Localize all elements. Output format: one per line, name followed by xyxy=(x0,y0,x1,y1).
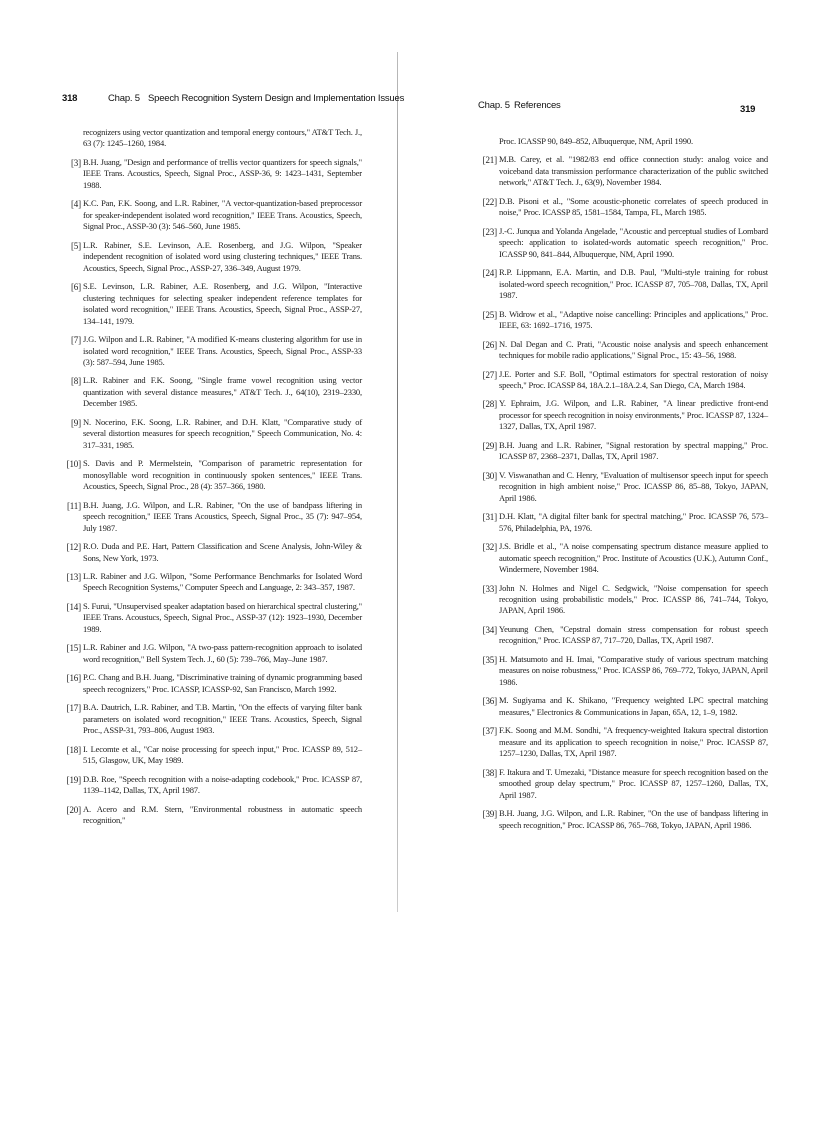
reference-text: P.C. Chang and B.H. Juang, "Discriminative training of dynamic programming based speech recognizers," Proc. ICASSP, ICASSP-92, San Francisco, March 1992. xyxy=(83,672,362,694)
reference-number: [15] xyxy=(66,643,81,654)
reference-text: A. Acero and R.M. Stern, "Environmental robustness in automatic speech recognition," xyxy=(83,803,362,825)
reference-number: [39] xyxy=(482,809,497,820)
reference-text: B. Widrow et al., "Adaptive noise cancelling: Principles and applications," Proc. IEEE, 63: 1692–1716, 1975. xyxy=(499,308,768,331)
reference-number: [31] xyxy=(482,512,497,523)
reference-number: [22] xyxy=(482,196,497,207)
reference-number: [36] xyxy=(482,696,497,707)
left-running-title: Speech Recognition System Design and Implementation Issues xyxy=(148,93,405,104)
reference-entry xyxy=(478,226,768,260)
reference-entry xyxy=(62,642,362,665)
reference-number: [17] xyxy=(66,703,81,714)
reference-text: J.E. Porter and S.F. Boll, "Optimal estimators for spectral restoration of noisy speech," Proc. ICASSP 84, 18A.2.1–18A.2.4, San Diego, CA, March 1984. xyxy=(499,368,768,390)
reference-entry xyxy=(62,744,362,767)
reference-entry xyxy=(62,601,362,635)
right-chapter-label: Chap. 5 xyxy=(478,100,510,111)
left-chapter-label: Chap. 5 xyxy=(108,93,140,104)
reference-entry xyxy=(478,398,768,432)
reference-text: N. Nocerino, F.K. Soong, L.R. Rabiner, and D.H. Klatt, "Comparative study of several distortion measures for speech recognition," Speech Communication, No. 4: 317–331, 1985. xyxy=(83,416,362,450)
reference-number: [26] xyxy=(482,339,497,350)
reference-entry xyxy=(478,808,768,831)
left-reference-list xyxy=(62,127,362,833)
reference-number: [34] xyxy=(482,624,497,635)
reference-text: M. Sugiyama and K. Shikano, "Frequency weighted LPC spectral matching measures," Electronics & Communications in Japan, 65A, 12, 1–9, 1982. xyxy=(499,695,768,717)
reference-text: S. Furui, "Unsupervised speaker adaptation based on hierarchical spectral clustering," IEEE Trans. Acoustucs, Speech, Signal Proc., ASSP-37 (12): 1923–1930, December 1989. xyxy=(83,600,362,634)
reference-text: J.S. Bridle et al., "A noise compensating spectrum distance measure applied to automatic speech recognition," Proc. Institute of Acoustics (U.K.), Autumn Conf., Windermere, November 1984. xyxy=(499,541,768,575)
reference-text: M.B. Carey, et al. "1982/83 end office connection study: analog voice and voiceband data transmission performance characterization of the public switched network," AT&T Tech. J., 63(9), November 1984. xyxy=(499,154,768,188)
reference-entry xyxy=(62,334,362,368)
reference-number: [11] xyxy=(66,500,81,511)
reference-number: [18] xyxy=(66,744,81,755)
reference-number: [27] xyxy=(482,369,497,380)
reference-text: B.H. Juang and L.R. Rabiner, "Signal restoration by spectral mapping," Proc. ICASSP 87, 2368–2371, Dallas, TX, April 1987. xyxy=(499,439,768,462)
reference-text: N. Dal Degan and C. Prati, "Acoustic noise analysis and speech enhancement techniques for mobile radio applications," Signal Proc., 15: 43–56, 1988. xyxy=(499,338,768,361)
reference-entry xyxy=(62,157,362,191)
reference-entry xyxy=(478,624,768,647)
reference-number: [6] xyxy=(70,282,81,293)
reference-number: [37] xyxy=(482,726,497,737)
reference-number: [16] xyxy=(66,673,81,684)
reference-entry xyxy=(62,804,362,827)
reference-entry xyxy=(478,339,768,362)
reference-continuation: recognizers using vector quantization and temporal energy contours," AT&T Tech. J., 63 (7): 1245–1260, 1984. xyxy=(83,127,362,149)
reference-text: John N. Holmes and Nigel C. Sedgwick, "Noise compensation for speech recognition using probabilistic models," Proc. ICASSP 86, 741–744, Tokyo, JAPAN, April 1986. xyxy=(499,582,768,616)
reference-text: V. Viswanathan and C. Henry, "Evaluation of multisensor speech input for speech recognition in high ambient noise," Proc. ICASSP 86, 85–88, Tokyo, JAPAN, April 1986. xyxy=(499,469,768,503)
reference-continuation: Proc. ICASSP 90, 849–852, Albuquerque, NM, April 1990. xyxy=(499,136,693,146)
reference-text: H. Matsumoto and H. Imai, "Comparative study of various spectrum matching measures on noise robustness," Proc. ICASSP 86, 769–772, Tokyo, JAPAN, April 1986. xyxy=(499,653,768,687)
reference-entry xyxy=(62,541,362,564)
reference-text: D.B. Pisoni et al., "Some acoustic-phonetic correlates of speech produced in noise," Proc. ICASSP 85, 1581–1584, Tampa, FL, March 1985. xyxy=(499,195,768,218)
reference-number: [14] xyxy=(66,601,81,612)
page-gutter xyxy=(397,52,398,912)
reference-entry xyxy=(478,440,768,463)
reference-text: L.R. Rabiner and J.G. Wilpon, "Some Performance Benchmarks for Isolated Word Speech Recognition Systems," Computer Speech and Language, 2: 343–357, 1987. xyxy=(83,571,362,593)
reference-number: [3] xyxy=(70,157,81,168)
reference-text: K.C. Pan, F.K. Soong, and L.R. Rabiner, "A vector-quantization-based preprocessor for speaker-independent isolated word recognition," IEEE Trans. Acoustics, Speech, Signal Proc., ASSP-30 (3): 546–560, June 1985. xyxy=(83,198,362,232)
reference-number: [24] xyxy=(482,268,497,279)
reference-number: [12] xyxy=(66,542,81,553)
reference-entry xyxy=(62,417,362,451)
reference-entry xyxy=(62,702,362,736)
reference-entry xyxy=(478,196,768,219)
reference-number: [10] xyxy=(66,459,81,470)
right-running-title: References xyxy=(514,100,561,111)
reference-entry xyxy=(478,583,768,617)
reference-entry xyxy=(62,672,362,695)
reference-text: L.R. Rabiner and F.K. Soong, "Single frame vowel recognition using vector quantization with several distance measures," AT&T Tech. J., 64(10), 2319–2330, December 1985. xyxy=(83,375,362,409)
reference-text: J.-C. Junqua and Yolanda Angelade, "Acoustic and perceptual studies of Lombard speech: application to isolated-words automatic speech recognition," Proc. ICASSP 90, 841–844, Albuquerque, NM, April 1990. xyxy=(499,225,768,259)
reference-text: B.H. Juang, "Design and performance of trellis vector quantizers for speech signals," IEEE Trans. Acoustics, Speech, Signal Proc., ASSP-36, 9: 1423–1431, September 1988. xyxy=(83,156,362,190)
reference-text: S.E. Levinson, L.R. Rabiner, A.E. Rosenberg, and J.G. Wilpon, "Interactive clustering techniques for selecting speaker independent reference templates for isolated word recognition," IEEE Trans. Acoustics, Speech, Signal Proc., ASSP-27, 134–141, 1979. xyxy=(83,281,362,326)
reference-number: [28] xyxy=(482,399,497,410)
reference-entry xyxy=(62,774,362,797)
reference-entry xyxy=(62,458,362,492)
reference-text: Y. Ephraim, J.G. Wilpon, and L.R. Rabiner, "A linear predictive front-end processor for speech recognition in noisy environments," Proc. ICASSP 87, 1324–1327, Dallas, TX, April 1987. xyxy=(499,398,768,432)
reference-text: D.H. Klatt, "A digital filter bank for spectral matching," Proc. ICASSP 76, 573–576, Philadelphia, PA, 1976. xyxy=(499,511,768,533)
reference-number: [19] xyxy=(66,774,81,785)
reference-number: [38] xyxy=(482,767,497,778)
reference-entry xyxy=(62,571,362,594)
reference-number: [25] xyxy=(482,309,497,320)
reference-entry xyxy=(478,369,768,392)
reference-number: [35] xyxy=(482,654,497,665)
reference-text: S. Davis and P. Mermelstein, "Comparison of parametric representation for monosyllable word recognition in continuously spoken sentences," IEEE Trans. Acoustics, Speech, Signal Proc., 28 (4): 357–366, 1980. xyxy=(83,458,362,492)
reference-number: [30] xyxy=(482,470,497,481)
reference-text: R.O. Duda and P.E. Hart, Pattern Classification and Scene Analysis, John-Wiley & Sons, New York, 1973. xyxy=(83,541,362,563)
right-page-number: 319 xyxy=(740,104,756,115)
reference-number: [32] xyxy=(482,542,497,553)
reference-text: F. Itakura and T. Umezaki, "Distance measure for speech recognition based on the smoothed group delay spectrum," Proc. ICASSP 87, 1257–1260, Dallas, TX, April 1987. xyxy=(499,766,768,800)
left-page-number: 318 xyxy=(62,93,78,104)
reference-text: R.P. Lippmann, E.A. Martin, and D.B. Paul, "Multi-style training for robust isolated-word speech recognition," Proc. ICASSP 87, 705–708, Dallas, TX, April 1987. xyxy=(499,267,768,301)
reference-entry xyxy=(62,281,362,327)
reference-number: [13] xyxy=(66,572,81,582)
reference-text: B.H. Juang, J.G. Wilpon, and L.R. Rabiner, "On the use of bandpass liftering in speech recognition," IEEE Trans Acoustics, Speech, Signal Proc., 35 (7): 947–954, July 1987. xyxy=(83,499,362,533)
reference-entry xyxy=(478,695,768,718)
reference-text: F.K. Soong and M.M. Sondhi, "A frequency-weighted Itakura spectral distortion measure and its application to speech recognition in noise," Proc. ICASSP 87, 1257–1230, Dallas, TX, April 1987. xyxy=(499,725,768,759)
reference-entry xyxy=(478,154,768,188)
reference-text: D.B. Roe, "Speech recognition with a noise-adapting codebook," Proc. ICASSP 87, 1139–1142, Dallas, TX, April 1987. xyxy=(83,773,362,796)
reference-entry xyxy=(478,267,768,301)
reference-number: [33] xyxy=(482,583,497,594)
reference-text: L.R. Rabiner, S.E. Levinson, A.E. Rosenberg, and J.G. Wilpon, "Speaker independent recognition of isolated word using clustering techniques," IEEE Trans. Acoustics, Speech, Signal Proc., ASSP-27, 336–349, August 1979. xyxy=(83,239,362,273)
reference-number: [21] xyxy=(482,155,497,166)
reference-entry xyxy=(478,511,768,534)
reference-number: [8] xyxy=(70,376,81,387)
reference-entry xyxy=(478,470,768,504)
reference-text: I. Lecomte et al., "Car noise processing for speech input," Proc. ICASSP 89, 512–515, Glasgow, UK, May 1989. xyxy=(83,743,362,766)
reference-number: [29] xyxy=(482,440,497,451)
reference-number: [9] xyxy=(70,417,81,428)
reference-text: B.A. Dautrich, L.R. Rabiner, and T.B. Martin, "On the effects of varying filter bank parameters on isolated word recognition," IEEE Trans. Acoustics, Speech, Signal Proc., ASSP-31, 793–806, August 1983. xyxy=(83,702,362,736)
reference-entry xyxy=(478,725,768,759)
reference-text: J.G. Wilpon and L.R. Rabiner, "A modified K-means clustering algorithm for use in isolated word recognition," IEEE Trans. Acoustics, Speech, Signal Proc., ASSP-33 (3): 587–594, June 1985. xyxy=(83,334,362,367)
reference-text: B.H. Juang, J.G. Wilpon, and L.R. Rabiner, "On the use of bandpass liftering in speech recognition," Proc. ICASSP 86, 765–768, Tokyo, JAPAN, April 1986. xyxy=(499,808,768,830)
reference-number: [4] xyxy=(70,199,81,210)
reference-number: [23] xyxy=(482,226,497,237)
reference-number: [20] xyxy=(66,804,81,815)
reference-entry xyxy=(62,375,362,409)
reference-entry xyxy=(62,198,362,232)
reference-entry xyxy=(62,240,362,274)
reference-number: [7] xyxy=(70,335,81,346)
reference-entry xyxy=(478,767,768,801)
reference-entry xyxy=(478,654,768,688)
reference-entry xyxy=(478,541,768,575)
reference-text: Yeunung Chen, "Cepstral domain stress compensation for robust speech recognition," Proc. ICASSP 87, 717–720, Dallas, TX, April 1987. xyxy=(499,623,768,646)
reference-number: [5] xyxy=(70,240,81,251)
reference-text: L.R. Rabiner and J.G. Wilpon, "A two-pass pattern-recognition approach to isolated word recognition," Bell System Tech. J., 60 (5): 739–766, May–June 1987. xyxy=(83,642,362,664)
reference-entry xyxy=(478,309,768,332)
right-reference-list xyxy=(478,136,768,838)
reference-entry xyxy=(62,500,362,534)
